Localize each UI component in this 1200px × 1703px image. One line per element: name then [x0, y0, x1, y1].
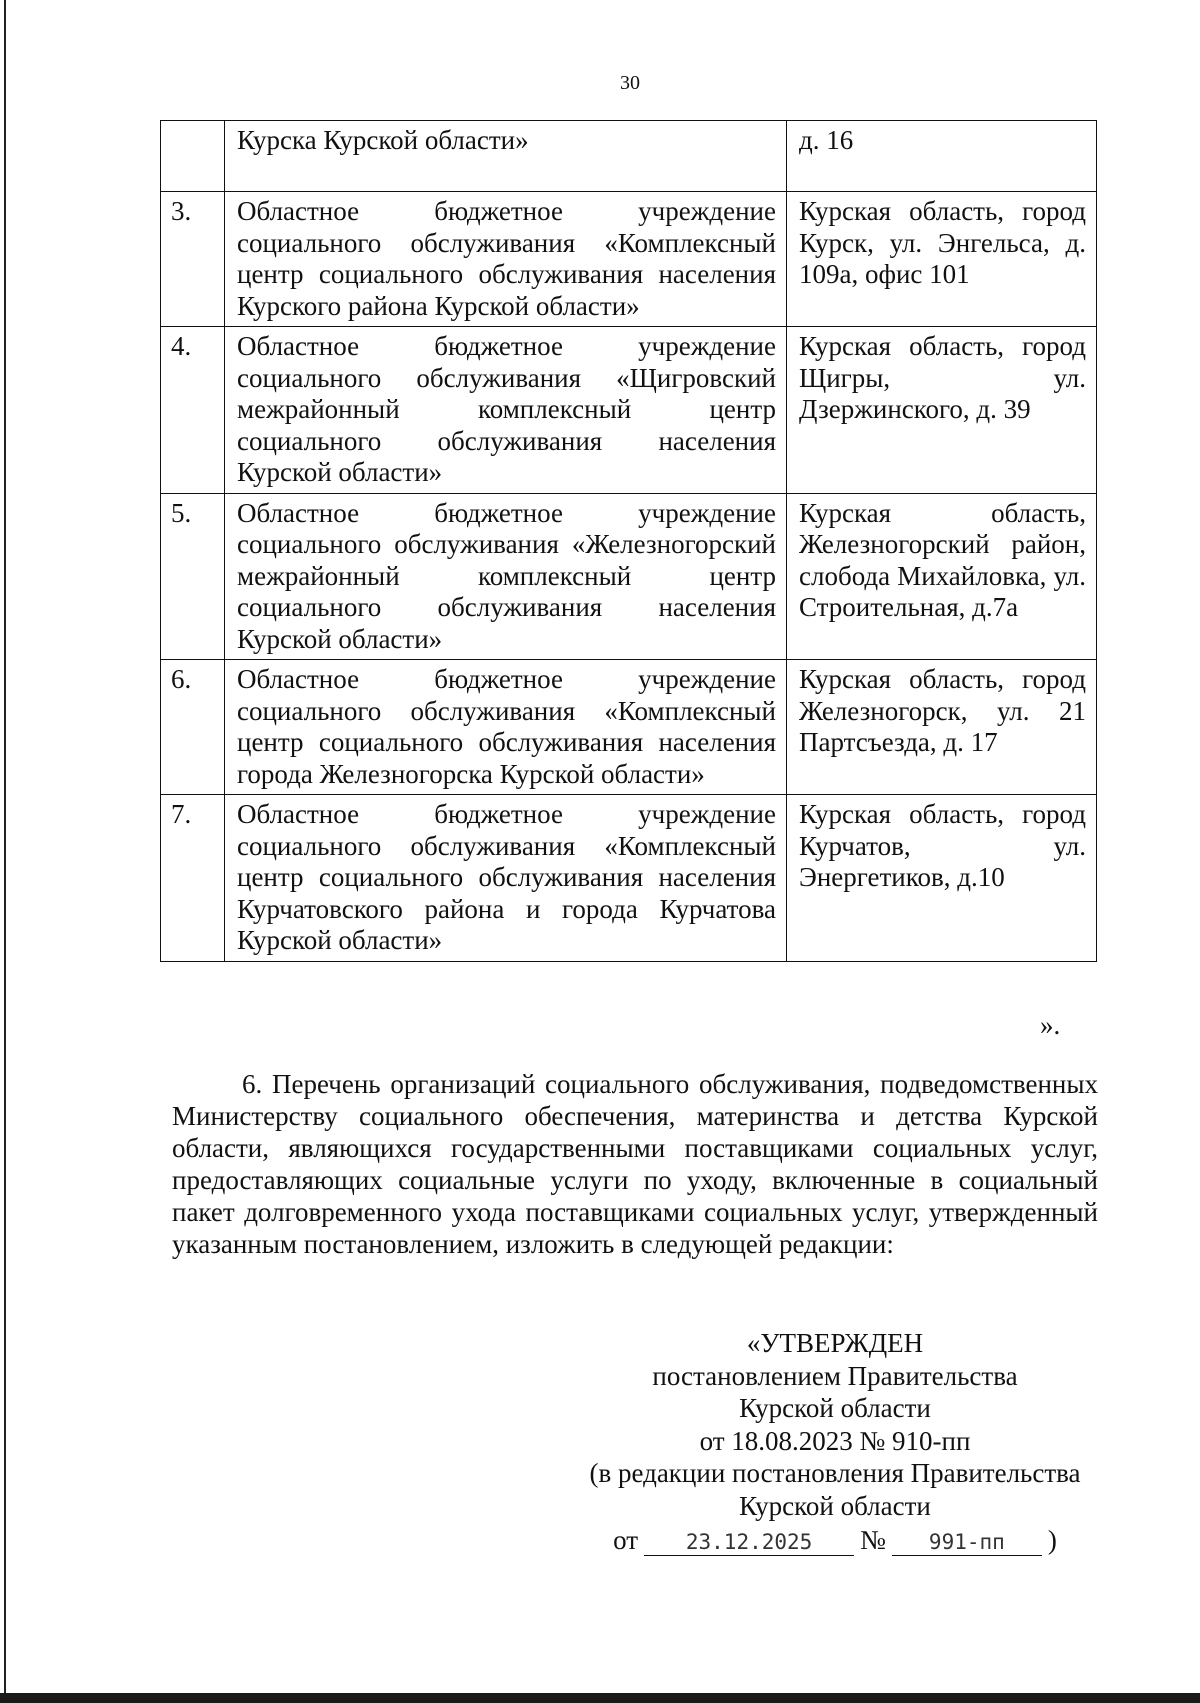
number-field: 991-пп [892, 1529, 1042, 1556]
table-row [161, 795, 1097, 962]
approval-block [570, 1327, 1100, 1557]
organization-name: Областное бюджетное учреждение социального обслуживания «Комплексный центр социального обслуживания населения города Железногорска Курской области» [225, 660, 787, 795]
date-field: 23.12.2025 [644, 1529, 854, 1556]
row-number [161, 121, 225, 192]
organization-name: Областное бюджетное учреждение социального обслуживания «Комплексный центр социального обслуживания населения Курского района Курской области» [225, 192, 787, 327]
table-row [161, 121, 1097, 192]
organization-address: Курская область, город Курчатов, ул. Энергетиков, д.10 [787, 795, 1097, 962]
signature-line [570, 1524, 1100, 1557]
approval-line: постановлением Правительства [652, 1360, 1018, 1391]
organizations-table [160, 120, 1097, 962]
row-number: 6. [161, 660, 225, 795]
page-left-edge [4, 0, 6, 1703]
organization-name: Областное бюджетное учреждение социального обслуживания «Комплексный центр социального обслуживания населения Курчатовского района и города Курчатова Курской области» [225, 795, 787, 962]
organization-address: Курская область, Железногорский район, слобода Михайловка, ул. Строительная, д.7а [787, 493, 1097, 660]
approval-line: от 18.08.2023 № 910-пп [699, 1425, 971, 1456]
organization-address: Курская область, город Железногорск, ул. 21 Партсъезда, д. 17 [787, 660, 1097, 795]
table-row [161, 660, 1097, 795]
table-row [161, 493, 1097, 660]
row-number: 3. [161, 192, 225, 327]
number-label: № [860, 1525, 886, 1555]
approval-line: Курской области [739, 1490, 931, 1521]
organization-address: д. 16 [787, 121, 1097, 192]
closing-paren: ) [1047, 1525, 1057, 1555]
row-number: 5. [161, 493, 225, 660]
organization-name: Областное бюджетное учреждение социального обслуживания «Железногорский межрайонный комплексный центр социального обслуживания населения Курской области» [225, 493, 787, 660]
page-bottom-edge [0, 1693, 1200, 1703]
row-number: 7. [161, 795, 225, 962]
table-row [161, 327, 1097, 494]
approval-line: Курской области [739, 1393, 931, 1423]
closing-quote: ». [1040, 1010, 1061, 1040]
table-row [161, 192, 1097, 327]
approval-line: (в редакции постановления Правительства [589, 1458, 1081, 1488]
organization-name: Областное бюджетное учреждение социального обслуживания «Щигровский межрайонный комплексный центр социального обслуживания населения Курской области» [225, 327, 787, 494]
body-paragraph: 6. Перечень организаций социального обслуживания, подведомственных Министерству социального обеспечения, материнства и детства Курской области, являющихся государственными поставщиками социальных услуг, предоставляющих социальные услуги по уходу, включенные в социальный пакет долговременного ухода поставщиками социальных услуг, утвержденный указанным постановлением, изложить в следующей редакции: [172, 1069, 1098, 1259]
approval-line: «УТВЕРЖДЕН [746, 1328, 924, 1358]
organization-name: Курска Курской области» [225, 121, 787, 192]
row-number: 4. [161, 327, 225, 494]
page-number: 30 [620, 72, 640, 94]
from-label: от [613, 1525, 639, 1555]
organization-address: Курская область, город Курск, ул. Энгельса, д. 109а, офис 101 [787, 192, 1097, 327]
organization-address: Курская область, город Щигры, ул. Дзержинского, д. 39 [787, 327, 1097, 494]
